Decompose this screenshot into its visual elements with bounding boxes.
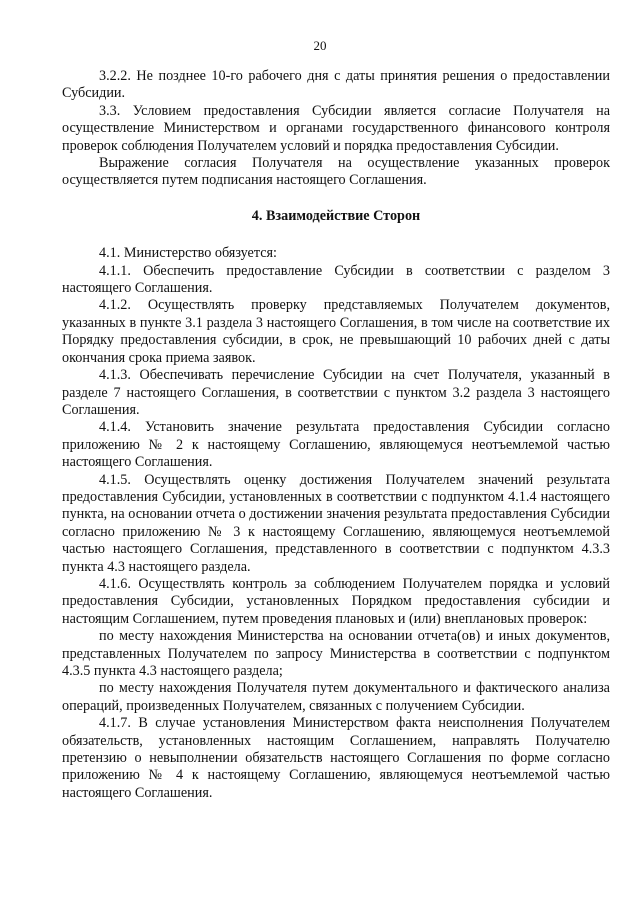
paragraph-4-1-1: 4.1.1. Обеспечить предоставление Субсидии в соответствии с разделом 3 настоящего Соглашения. [62,262,610,297]
paragraph-4-1-6-item-2: по месту нахождения Получателя путем документального и фактического анализа операций, произведенных Получателем, связанных с получением Субсидии. [62,680,610,714]
section-title: 4. Взаимодействие Сторон [251,207,421,224]
page-number: 20 [313,38,327,53]
paragraph-4-1-5: 4.1.5. Осуществлять оценку достижения Получателем значений результата предоставления Субсидии, установленных в соответствии с подпунктом 4.1.4 настоящего пункта, на основании отчета о достижении значения результата предоставления Субсидии согласно приложению № 3 к настоящему Соглашению, являющемуся неотъемлемой частью настоящего Соглашения, представленного в соответствии с подпунктом 4.3.3 пункта 4.3 настоящего раздела. [62,471,610,575]
document-body [62,68,610,802]
paragraph-consent: Выражение согласия Получателя на осуществление указанных проверок осуществляется путем подписания настоящего Соглашения. [62,155,610,189]
paragraph-4-1-7: 4.1.7. В случае установления Министерством факта неисполнения Получателем обязательств, установленных настоящим Соглашением, направлять Получателю претензию о невыполнении обязательств настоящего Соглашения по форме согласно приложению № 4 к настоящему Соглашению, являющемуся неотъемлемой частью настоящего Соглашения. [62,715,610,801]
paragraph-4-1-2: 4.1.2. Осуществлять проверку представляемых Получателем документов, указанных в пункте 3.1 раздела 3 настоящего Соглашения, в том числе на соответствие их Порядку предоставления субсидии, в срок, не превышающий 10 рабочих дней с даты окончания срока приема заявок. [62,297,610,366]
paragraph-3-3: 3.3. Условием предоставления Субсидии является согласие Получателя на осуществление Министерством и органами государственного финансового контроля проверок соблюдения Получателем условий и порядка предоставления Субсидии. [62,102,610,154]
paragraph-4-1-3: 4.1.3. Обеспечивать перечисление Субсидии на счет Получателя, указанный в разделе 7 настоящего Соглашения, в соответствии с пунктом 3.2 раздела 3 настоящего Соглашения. [62,367,610,418]
paragraph-4-1-4: 4.1.4. Установить значение результата предоставления Субсидии согласно приложению № 2 к настоящему Соглашению, являющемуся неотъемлемой частью настоящего Соглашения. [62,419,610,471]
paragraph-4-1-6-item-1: по месту нахождения Министерства на основании отчета(ов) и иных документов, представленных Получателем по запросу Министерства в соответствии с подпунктом 4.3.5 пункта 4.3 настоящего раздела; [62,628,610,679]
paragraph-4-1: 4.1. Министерство обязуется: [99,245,277,262]
paragraph-4-1-6: 4.1.6. Осуществлять контроль за соблюдением Получателем порядка и условий предоставления Субсидии, установленных Порядком предоставления субсидии и настоящим Соглашением, путем проведения плановых и (или) внеплановых проверок: [62,575,610,627]
paragraph-3-2-2: 3.2.2. Не позднее 10-го рабочего дня с даты принятия решения о предоставлении Субсидии. [62,68,610,102]
